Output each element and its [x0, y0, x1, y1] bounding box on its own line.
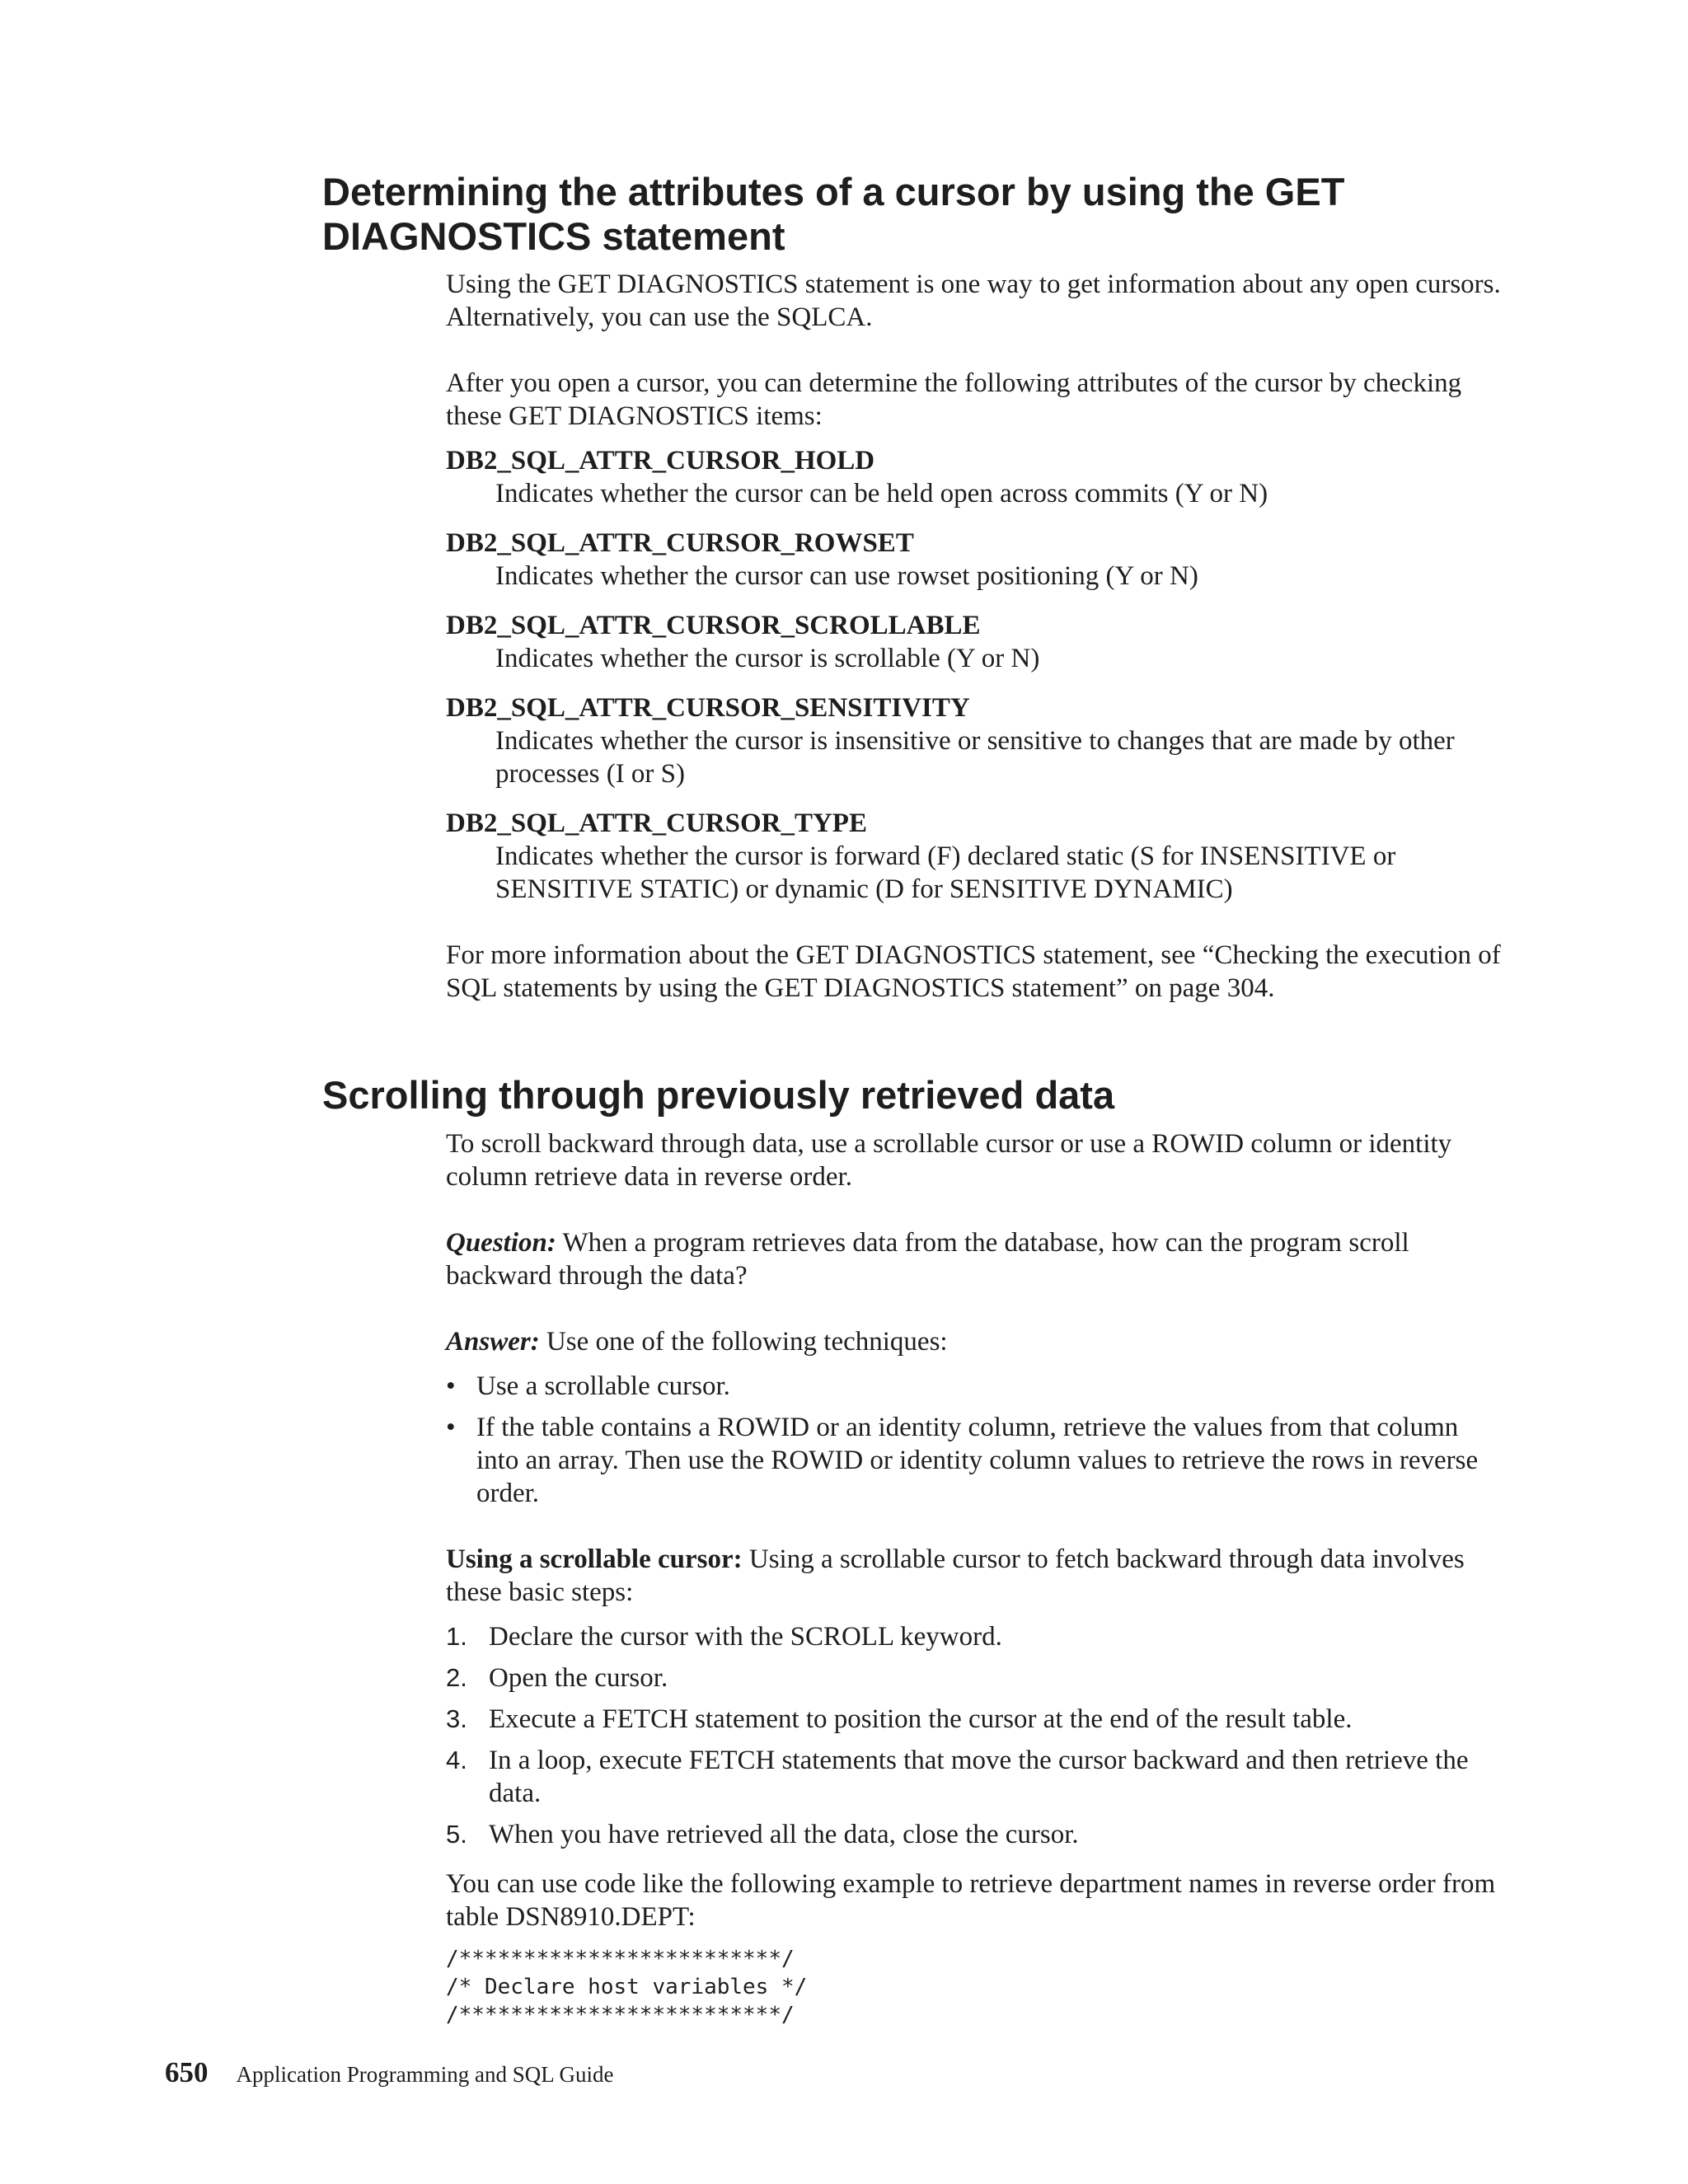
question-text: When a program retrieves data from the database, how can the program scroll backward through the data? — [446, 1228, 1409, 1291]
step-item — [446, 1620, 1501, 1653]
code-line: /*************************/ — [446, 1947, 795, 1971]
definition-term: DB2_SQL_ATTR_CURSOR_ROWSET — [446, 528, 914, 558]
paragraph-intro: Using the GET DIAGNOSTICS statement is one way to get information about any open cursors. Alternatively, you can use the SQLCA. — [446, 269, 1501, 332]
step-number: 4. — [446, 1746, 467, 1774]
step-text: Open the cursor. — [489, 1663, 668, 1693]
scrollable-cursor-label: Using a scrollable cursor: — [446, 1544, 743, 1574]
definition-list-diagnostics-items — [446, 444, 1501, 906]
definition-term: DB2_SQL_ATTR_CURSOR_SENSITIVITY — [446, 693, 970, 723]
paragraph-more-info: For more information about the GET DIAGNOSTICS statement, see “Checking the execution of SQL statements by using the GET DIAGNOSTICS statement” on page 304. — [446, 940, 1501, 1003]
step-number: 3. — [446, 1704, 467, 1733]
paragraph-lead: After you open a cursor, you can determine the following attributes of the cursor by checking these GET DIAGNOSTICS items: — [446, 368, 1462, 431]
paragraph-question — [446, 1226, 1501, 1292]
paragraph-scrollable-cursor — [446, 1543, 1501, 1609]
definition-term: DB2_SQL_ATTR_CURSOR_TYPE — [446, 808, 867, 838]
section-body-cursor-attributes — [446, 268, 1501, 1038]
section-body-scrolling — [446, 1127, 1501, 2029]
section-heading-cursor-attributes: Determining the attributes of a cursor by using the GET DIAGNOSTICS statement — [322, 170, 1345, 258]
definition-description: Indicates whether the cursor can be held open across commits (Y or N) — [495, 479, 1268, 509]
step-number: 5. — [446, 1820, 467, 1849]
step-text: Declare the cursor with the SCROLL keyword. — [489, 1622, 1002, 1652]
step-text: In a loop, execute FETCH statements that move the cursor backward and then retrieve the data. — [489, 1746, 1469, 1808]
list-item — [446, 1370, 1501, 1403]
step-item — [446, 1818, 1501, 1851]
section-heading-scrolling: Scrolling through previously retrieved data — [322, 1073, 1115, 1117]
book-title: Application Programming and SQL Guide — [236, 2062, 614, 2087]
definition-description: Indicates whether the cursor is forward (F) declared static (S for INSENSITIVE or SENSITIVE STATIC) or dynamic (D for SENSITIVE DYNAMIC) — [495, 841, 1396, 904]
answer-text: Use one of the following techniques: — [539, 1327, 948, 1357]
step-number: 2. — [446, 1663, 467, 1692]
code-line: /*************************/ — [446, 2003, 795, 2027]
step-text: When you have retrieved all the data, close the cursor. — [489, 1820, 1079, 1849]
definition-description: Indicates whether the cursor is insensitive or sensitive to changes that are made by other processes (I or S) — [495, 726, 1455, 789]
steps-list — [446, 1620, 1501, 1851]
list-item — [446, 1411, 1501, 1510]
page-footer — [165, 2056, 613, 2089]
step-text: Execute a FETCH statement to position the cursor at the end of the result table. — [489, 1704, 1353, 1734]
paragraph-example-lead: You can use code like the following example to retrieve department names in reverse order from table DSN8910.DEPT: — [446, 1869, 1496, 1932]
bullet-mark: • — [446, 1413, 456, 1442]
answer-label: Answer: — [446, 1327, 540, 1357]
step-number: 1. — [446, 1622, 467, 1651]
code-example — [446, 1945, 1501, 2029]
step-item — [446, 1744, 1501, 1810]
definition-term: DB2_SQL_ATTR_CURSOR_SCROLLABLE — [446, 611, 981, 640]
paragraph-answer — [446, 1325, 1501, 1358]
definition-description: Indicates whether the cursor can use rowset positioning (Y or N) — [495, 561, 1198, 591]
question-label: Question: — [446, 1228, 556, 1258]
code-line: /* Declare host variables */ — [446, 1975, 808, 1999]
technique-list — [446, 1370, 1501, 1510]
definition-term: DB2_SQL_ATTR_CURSOR_HOLD — [446, 446, 875, 476]
step-item — [446, 1661, 1501, 1694]
scrollable-cursor-text: Using a scrollable cursor to fetch backward through data involves these basic steps: — [446, 1544, 1465, 1607]
bullet-mark: • — [446, 1371, 456, 1401]
paragraph-scroll-intro: To scroll backward through data, use a scrollable cursor or use a ROWID column or identity column retrieve data in reverse order. — [446, 1129, 1452, 1192]
list-item-text: If the table contains a ROWID or an identity column, retrieve the values from that column into an array. Then use the ROWID or identity column values to retrieve the rows in reverse order. — [476, 1413, 1479, 1508]
page-number: 650 — [165, 2056, 209, 2088]
step-item — [446, 1703, 1501, 1736]
definition-description: Indicates whether the cursor is scrollable (Y or N) — [495, 644, 1040, 673]
list-item-text: Use a scrollable cursor. — [476, 1371, 730, 1401]
